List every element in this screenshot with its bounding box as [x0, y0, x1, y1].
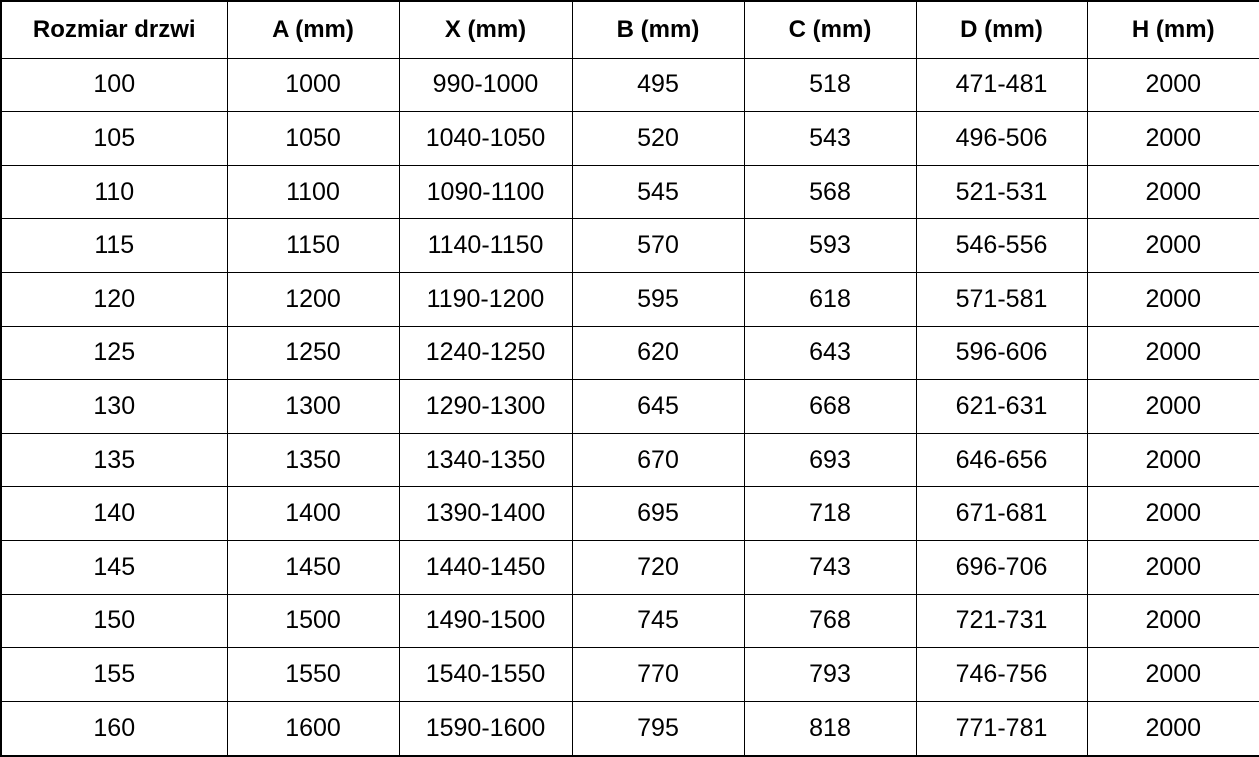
table-cell: 718 — [744, 487, 916, 541]
table-cell: 140 — [1, 487, 227, 541]
table-cell: 1300 — [227, 380, 399, 434]
table-cell: 100 — [1, 58, 227, 112]
table-cell: 520 — [572, 112, 744, 166]
table-cell: 130 — [1, 380, 227, 434]
table-cell: 2000 — [1087, 433, 1259, 487]
table-cell: 770 — [572, 648, 744, 702]
table-cell: 2000 — [1087, 487, 1259, 541]
table-cell: 671-681 — [916, 487, 1087, 541]
table-cell: 795 — [572, 701, 744, 756]
table-cell: 1540-1550 — [399, 648, 572, 702]
column-header: Rozmiar drzwi — [1, 1, 227, 58]
column-header: C (mm) — [744, 1, 916, 58]
table-row — [1, 326, 1259, 380]
table-cell: 1400 — [227, 487, 399, 541]
table-cell: 545 — [572, 165, 744, 219]
table-row — [1, 701, 1259, 756]
table-cell: 1090-1100 — [399, 165, 572, 219]
table-cell: 695 — [572, 487, 744, 541]
table-cell: 160 — [1, 701, 227, 756]
table-cell: 1100 — [227, 165, 399, 219]
table-cell: 595 — [572, 272, 744, 326]
table-cell: 2000 — [1087, 380, 1259, 434]
table-cell: 155 — [1, 648, 227, 702]
table-cell: 110 — [1, 165, 227, 219]
table-row — [1, 112, 1259, 166]
table-cell: 2000 — [1087, 326, 1259, 380]
table-cell: 135 — [1, 433, 227, 487]
table-header-row — [1, 1, 1259, 58]
table-cell: 645 — [572, 380, 744, 434]
table-cell: 771-781 — [916, 701, 1087, 756]
table-cell: 521-531 — [916, 165, 1087, 219]
table-cell: 2000 — [1087, 58, 1259, 112]
table-cell: 621-631 — [916, 380, 1087, 434]
table-cell: 518 — [744, 58, 916, 112]
column-header: X (mm) — [399, 1, 572, 58]
table-row — [1, 272, 1259, 326]
table-header — [1, 1, 1259, 58]
table-cell: 1350 — [227, 433, 399, 487]
table-row — [1, 594, 1259, 648]
table-cell: 1450 — [227, 540, 399, 594]
table-cell: 2000 — [1087, 112, 1259, 166]
table-cell: 693 — [744, 433, 916, 487]
table-cell: 1600 — [227, 701, 399, 756]
table-cell: 1490-1500 — [399, 594, 572, 648]
table-cell: 471-481 — [916, 58, 1087, 112]
table-cell: 746-756 — [916, 648, 1087, 702]
table-cell: 1150 — [227, 219, 399, 273]
table-cell: 546-556 — [916, 219, 1087, 273]
table-cell: 818 — [744, 701, 916, 756]
table-row — [1, 58, 1259, 112]
table-cell: 1250 — [227, 326, 399, 380]
table-cell: 115 — [1, 219, 227, 273]
table-cell: 1240-1250 — [399, 326, 572, 380]
table-cell: 618 — [744, 272, 916, 326]
table-cell: 2000 — [1087, 540, 1259, 594]
column-header: H (mm) — [1087, 1, 1259, 58]
table-cell: 495 — [572, 58, 744, 112]
table-cell: 1040-1050 — [399, 112, 572, 166]
column-header: A (mm) — [227, 1, 399, 58]
table-cell: 1050 — [227, 112, 399, 166]
table-row — [1, 433, 1259, 487]
table-cell: 620 — [572, 326, 744, 380]
table-cell: 2000 — [1087, 594, 1259, 648]
table-cell: 2000 — [1087, 272, 1259, 326]
table-cell: 646-656 — [916, 433, 1087, 487]
table-cell: 2000 — [1087, 165, 1259, 219]
table-cell: 1390-1400 — [399, 487, 572, 541]
table-cell: 2000 — [1087, 219, 1259, 273]
table-cell: 990-1000 — [399, 58, 572, 112]
table-cell: 1550 — [227, 648, 399, 702]
table-cell: 120 — [1, 272, 227, 326]
table-cell: 1440-1450 — [399, 540, 572, 594]
table-cell: 745 — [572, 594, 744, 648]
table-cell: 1290-1300 — [399, 380, 572, 434]
table-cell: 668 — [744, 380, 916, 434]
table-cell: 593 — [744, 219, 916, 273]
table-row — [1, 165, 1259, 219]
table-body — [1, 58, 1259, 756]
table-cell: 568 — [744, 165, 916, 219]
table-cell: 1140-1150 — [399, 219, 572, 273]
table-cell: 696-706 — [916, 540, 1087, 594]
table-row — [1, 648, 1259, 702]
table-cell: 596-606 — [916, 326, 1087, 380]
table-row — [1, 487, 1259, 541]
table-cell: 1500 — [227, 594, 399, 648]
table-cell: 1200 — [227, 272, 399, 326]
table-cell: 793 — [744, 648, 916, 702]
table-cell: 720 — [572, 540, 744, 594]
table-cell: 1340-1350 — [399, 433, 572, 487]
column-header: B (mm) — [572, 1, 744, 58]
table-cell: 571-581 — [916, 272, 1087, 326]
table-cell: 1590-1600 — [399, 701, 572, 756]
table-cell: 670 — [572, 433, 744, 487]
table-cell: 2000 — [1087, 648, 1259, 702]
table-row — [1, 540, 1259, 594]
table-cell: 768 — [744, 594, 916, 648]
table-cell: 2000 — [1087, 701, 1259, 756]
table-cell: 743 — [744, 540, 916, 594]
table-cell: 1190-1200 — [399, 272, 572, 326]
table-cell: 150 — [1, 594, 227, 648]
table-cell: 543 — [744, 112, 916, 166]
table-row — [1, 219, 1259, 273]
table-cell: 125 — [1, 326, 227, 380]
table-cell: 145 — [1, 540, 227, 594]
table-cell: 1000 — [227, 58, 399, 112]
table-row — [1, 380, 1259, 434]
table-cell: 570 — [572, 219, 744, 273]
table-cell: 721-731 — [916, 594, 1087, 648]
column-header: D (mm) — [916, 1, 1087, 58]
table-cell: 105 — [1, 112, 227, 166]
table-cell: 496-506 — [916, 112, 1087, 166]
table-cell: 643 — [744, 326, 916, 380]
